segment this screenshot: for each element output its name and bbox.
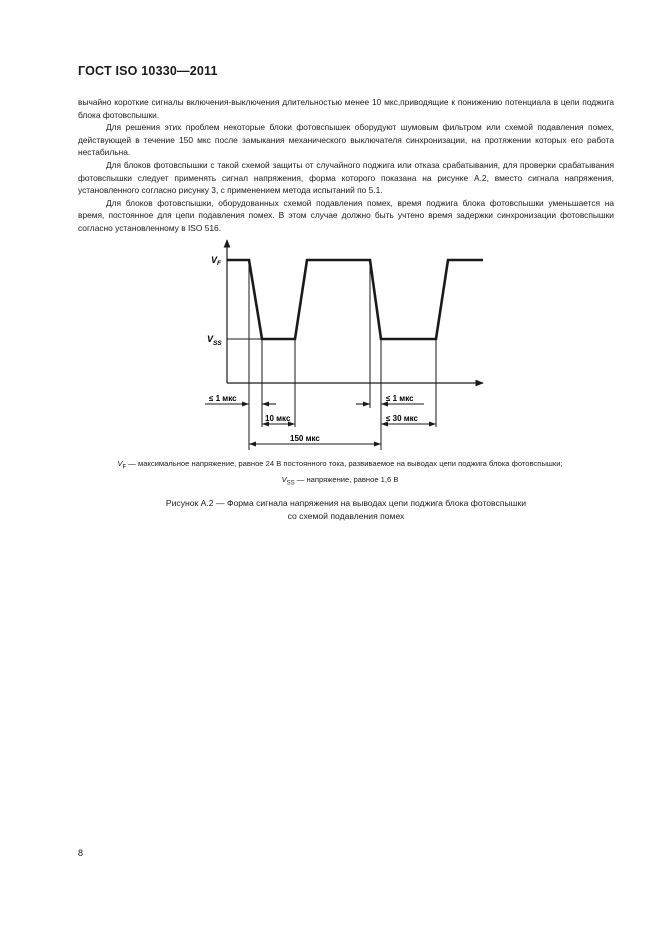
- svg-text:≤ 30 мкс: ≤ 30 мкс: [386, 414, 418, 423]
- vf-label: $V_F$: [211, 255, 221, 267]
- legend-vss: $V_{SS}$ — напряжение, равное 1,6 В: [281, 474, 399, 487]
- dim-total: [249, 434, 381, 447]
- vss-label: $V_{SS}$: [207, 334, 222, 347]
- svg-text:≤ 1 мкс: ≤ 1 мкс: [386, 394, 414, 403]
- figure-legend: [70, 458, 610, 489]
- svg-text:150 мкс: 150 мкс: [290, 434, 320, 443]
- caption-line-2: со схемой подавления помех: [287, 510, 405, 521]
- paragraph-1: вычайно короткие сигналы включения-выключения длительностью менее 10 мкс,приводящие к понижению потенциала в цепи поджига блока фотовспышки.: [78, 97, 614, 120]
- dim-rise: [356, 394, 424, 407]
- caption-line-1: Рисунок А.2 — Форма сигнала напряжения на выводах цепи поджига блока фотовспышки: [165, 498, 527, 508]
- svg-text:≤ 1 мкс: ≤ 1 мкс: [209, 394, 237, 403]
- paragraph-4: Для блоков фотовспышки, оборудованных схемой подавления помех, время поджига блока фотовспышки уменьшается на время, постоянное для цепи подавления помех. В этом случае должно быть учтено время задержки синхронизации фотовспышки согласно установленному в ISO 516.: [78, 197, 614, 233]
- figure-caption: [70, 497, 622, 522]
- paragraph-2: Для решения этих проблем некоторые блоки фотовспышек оборудуют шумовым фильтром или схемой подавления помех, действующей в течение 150 мкс после замыкания механического выключателя синхронизации, на протяжении которых его работа нестабильна.: [78, 122, 614, 158]
- svg-text:10 мкс: 10 мкс: [265, 414, 291, 423]
- dim-fall: [205, 394, 276, 407]
- page-number: 8: [78, 848, 84, 858]
- dim-pulse: [381, 414, 436, 427]
- dim-low: [262, 414, 295, 427]
- paragraph-3: Для блоков фотовспышки с такой схемой защиты от случайного поджига или отказа срабатывания, для проверки срабатывания фотовспышки следует применять сигнал напряжения, форма которого показана на рисунке А.2, вместо сигнала напряжения, установленного согласно рисунку 3, с применением метода испытаний по 5.1.: [78, 159, 614, 196]
- voltage-waveform: [227, 260, 483, 339]
- document-header: ГОСТ ISO 10330—2011: [78, 64, 218, 78]
- legend-vf: $V_F$ — максимальное напряжение, равное 24 В постоянного тока, развиваемое на выводах цепи поджига блока фотовспышки;: [117, 459, 563, 471]
